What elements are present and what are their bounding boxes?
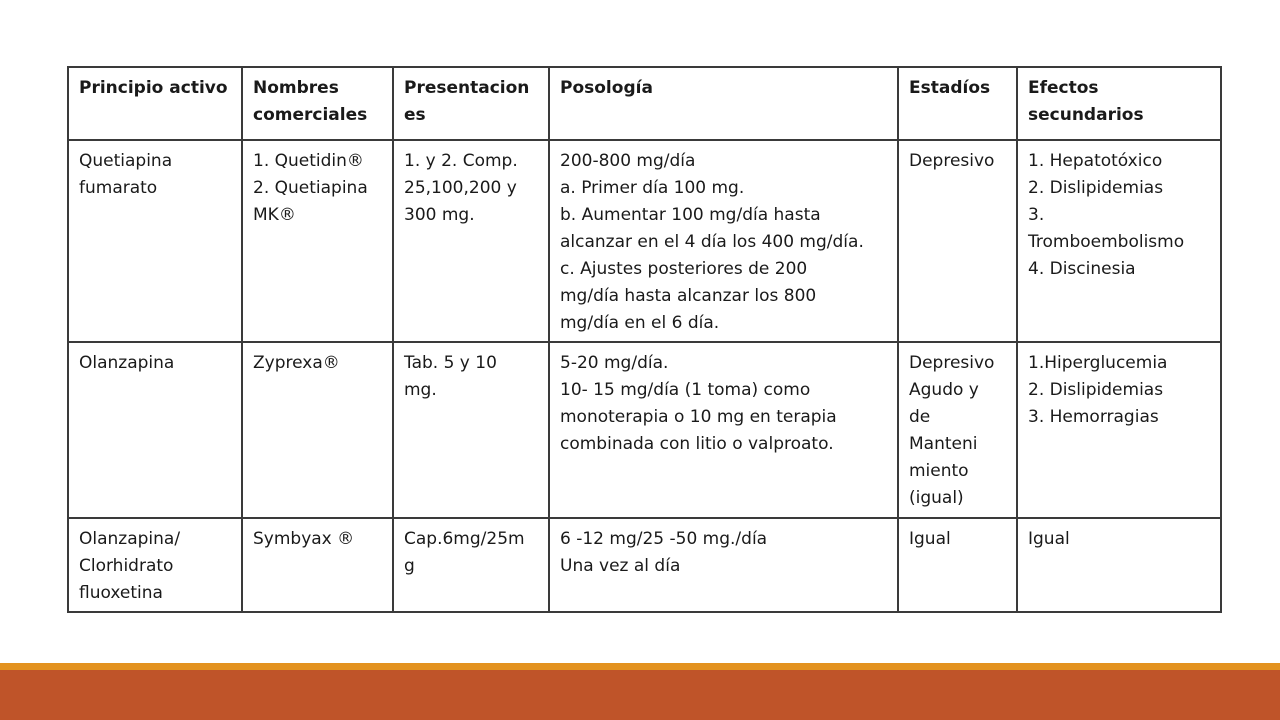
header-efectos-secundarios: Efectos secundarios — [1017, 67, 1221, 140]
cell-estadios: Igual — [898, 518, 1017, 612]
header-presentaciones: Presentacion es — [393, 67, 549, 140]
cell-estadios: Depresivo Agudo y de Manteni miento (igual) — [898, 342, 1017, 518]
table-row-olanzapina — [68, 342, 1221, 518]
header-posologia: Posología — [549, 67, 898, 140]
cell-nombres-comerciales: 1. Quetidin® 2. Quetiapina MK® — [242, 140, 393, 342]
drug-table — [67, 66, 1222, 613]
table-row-symbyax — [68, 518, 1221, 612]
cell-estadios: Depresivo — [898, 140, 1017, 342]
cell-presentaciones: Tab. 5 y 10 mg. — [393, 342, 549, 518]
header-principio-activo: Principio activo — [68, 67, 242, 140]
cell-nombres-comerciales: Symbyax ® — [242, 518, 393, 612]
table-row-quetiapina — [68, 140, 1221, 342]
cell-principio-activo: Quetiapina fumarato — [68, 140, 242, 342]
cell-efectos-secundarios: 1. Hepatotóxico 2. Dislipidemias 3. Tromboembolismo 4. Discinesia — [1017, 140, 1221, 342]
cell-presentaciones: Cap.6mg/25m g — [393, 518, 549, 612]
cell-posologia: 6 -12 mg/25 -50 mg./día Una vez al día — [549, 518, 898, 612]
cell-principio-activo: Olanzapina/ Clorhidrato fluoxetina — [68, 518, 242, 612]
cell-nombres-comerciales: Zyprexa® — [242, 342, 393, 518]
cell-posologia: 5-20 mg/día. 10- 15 mg/día (1 toma) como monoterapia o 10 mg en terapia combinada con litio o valproato. — [549, 342, 898, 518]
cell-efectos-secundarios: 1.Hiperglucemia 2. Dislipidemias 3. Hemorragias — [1017, 342, 1221, 518]
cell-presentaciones: 1. y 2. Comp. 25,100,200 y 300 mg. — [393, 140, 549, 342]
cell-efectos-secundarios: Igual — [1017, 518, 1221, 612]
header-nombres-comerciales: Nombres comerciales — [242, 67, 393, 140]
table-header-row — [68, 67, 1221, 140]
cell-principio-activo: Olanzapina — [68, 342, 242, 518]
footer-accent-stripe — [0, 663, 1280, 670]
footer-bar — [0, 670, 1280, 720]
header-estadios: Estadíos — [898, 67, 1017, 140]
cell-posologia: 200-800 mg/día a. Primer día 100 mg. b. Aumentar 100 mg/día hasta alcanzar en el 4 día los 400 mg/día. c. Ajustes posteriores de 200 mg/día hasta alcanzar los 800 mg/día en el 6 día. — [549, 140, 898, 342]
